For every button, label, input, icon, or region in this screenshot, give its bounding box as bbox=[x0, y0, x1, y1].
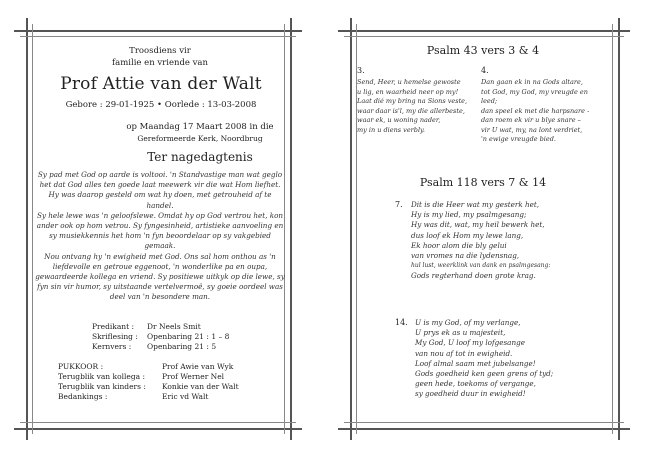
verse-line: vir U wat, my, na lont verdriet, bbox=[481, 125, 583, 134]
verse-number: 7. bbox=[395, 200, 403, 209]
program-row bbox=[92, 322, 292, 332]
credit-row bbox=[58, 382, 288, 392]
verse-line: Gods regterhand doen grote krag. bbox=[411, 271, 536, 281]
verse-line: Dan gaan ek in na Gods altare, bbox=[481, 78, 583, 86]
verse-line: dus loof ek Hom my lewe lang, bbox=[411, 230, 524, 240]
memorial-line: Sy pad met God op aarde is voltooi. 'n Standvastige man wat geglo bbox=[37, 170, 283, 179]
verse-line: U prys ek as u majesteit, bbox=[415, 328, 506, 338]
verse-line: leed; bbox=[481, 97, 498, 105]
memorial-line: gewaardeerde kollega en vriend. Sy positiewe uitkyk op die lewe, sy bbox=[35, 272, 285, 282]
program-label: Predikant : bbox=[92, 322, 135, 331]
verse-number: 4. bbox=[481, 66, 489, 75]
service-line-1: op Maandag 17 Maart 2008 in die bbox=[126, 122, 274, 132]
separator-dot: • bbox=[157, 100, 165, 110]
verse-line: geen hede, toekoms of vergange, bbox=[415, 379, 536, 389]
credit-row bbox=[58, 372, 288, 382]
psalm-43-title: Psalm 43 vers 3 & 4 bbox=[426, 44, 540, 57]
memorial-line: deel van 'n besondere man. bbox=[109, 292, 211, 302]
verse-line: Laat dié my bring na Sions veste, bbox=[357, 97, 468, 105]
verse-line: Loof almal saam met jubelsange! bbox=[415, 358, 536, 368]
memorial-line: het dat God alles ten goede laat meewerk vir die wat Hom liefhet. bbox=[39, 180, 281, 190]
verse-line: Dit is die Heer wat my gesterk het, bbox=[411, 200, 540, 209]
program-row bbox=[92, 332, 292, 342]
verse-line: van nou af tot in ewigheid. bbox=[415, 348, 513, 358]
verse-line: Gods goedheid ken geen grens of tyd; bbox=[415, 369, 554, 379]
verse-line: van vromes na die lydensnag, bbox=[411, 251, 520, 261]
verse-line: hul lust, weerklink van dank en psalmgesang: bbox=[411, 262, 551, 270]
verse-number: 14. bbox=[395, 318, 408, 327]
service-line-2: Gereformeerde Kerk, Noordbrug bbox=[137, 134, 263, 143]
memorial-line: liefdevolle en getroue eggenoot, 'n wonderlike pa en oupa, bbox=[52, 261, 268, 271]
verse-number: 3. bbox=[357, 66, 365, 75]
right-page bbox=[323, 0, 646, 450]
verse-line: Hy was dit, wat, my heil bewerk het, bbox=[411, 220, 545, 230]
psalm-118-title: Psalm 118 vers 7 & 14 bbox=[419, 176, 547, 189]
credit-row bbox=[58, 362, 288, 372]
memorial-line: Sy hele lewe was 'n geloofslewe. Omdat hy op God vertrou het, kon bbox=[36, 210, 284, 220]
memorial-line: Hy was daarop gesteld om wat hy doen, met getrouheid af te handel. bbox=[48, 190, 272, 210]
psalm-43-verse-4 bbox=[481, 78, 611, 145]
program-label: Kernvers : bbox=[92, 342, 132, 351]
program-label: Skriflesing : bbox=[92, 332, 138, 341]
died-date: Oorlede : 13-03-2008 bbox=[164, 100, 257, 110]
credits-list bbox=[58, 362, 288, 402]
credit-value: Konkie van der Walt bbox=[162, 382, 239, 391]
program-list bbox=[92, 322, 292, 352]
credit-label: Terugblik van kollega : bbox=[58, 372, 146, 381]
psalm-43-verse-3 bbox=[357, 78, 487, 135]
credit-value: Prof Awie van Wyk bbox=[162, 362, 234, 371]
verse-line: 'n ewige vreugde bied. bbox=[481, 135, 556, 143]
memorial-line: Nou ontvang hy 'n ewigheid met God. Ons sal hom onthou as 'n bbox=[44, 251, 276, 261]
credit-label: PUKKOOR : bbox=[58, 362, 104, 371]
verse-line: sy goedheid duur in ewigheid! bbox=[415, 389, 526, 399]
verse-line: U is my God, of my verlange, bbox=[415, 318, 521, 327]
memorial-text bbox=[34, 170, 286, 303]
verse-line: u lig, en waarheid neer op my! bbox=[357, 87, 459, 96]
verse-line: Hy is my lied, my psalmgesang; bbox=[411, 210, 527, 220]
credit-value: Prof Werner Nel bbox=[162, 372, 225, 381]
verse-line: waar daar is'l, my die allerbeste, bbox=[357, 106, 465, 115]
credit-label: Bedankings : bbox=[58, 392, 108, 401]
heading-line-2: familie en vriende van bbox=[112, 58, 208, 68]
program-value: Dr Neels Smit bbox=[147, 322, 201, 331]
program-value: Openbaring 21 : 5 bbox=[147, 342, 217, 351]
psalm-118-verse-7 bbox=[411, 200, 611, 282]
verse-line: My God, U loof my lofgesange bbox=[415, 338, 525, 348]
memorial-heading: Ter nagedagtenis bbox=[147, 150, 253, 164]
verse-line: waar ek, u woning nader, bbox=[357, 116, 441, 124]
life-dates bbox=[36, 100, 286, 110]
memorial-line: ander ook op hom vetrou. Sy fyngesinheid, artistieke aanvoeling en bbox=[36, 221, 284, 231]
program-value: Openbaring 21 : 1 – 8 bbox=[147, 332, 230, 341]
verse-line: dan speel ek met die harpsnare - bbox=[481, 106, 590, 115]
verse-line: tot God, my God, my vreugde en bbox=[481, 87, 588, 96]
heading-line-1: Troosdiens vir bbox=[129, 46, 191, 56]
memorial-line: sy musiekkennis het hom 'n fyn beoordelaar op sy vakgebied gemaak. bbox=[49, 231, 271, 251]
born-date: Gebore : 29-01-1925 bbox=[65, 100, 155, 110]
credit-label: Terugblik van kinders : bbox=[58, 382, 146, 391]
verse-line: Ek hoor alom die bly gelui bbox=[411, 240, 507, 250]
verse-line: Send, Heer, u hemelse gewoste bbox=[357, 78, 461, 86]
deceased-name: Prof Attie van der Walt bbox=[60, 74, 262, 94]
verse-line: my in u diens verbly. bbox=[357, 125, 425, 134]
program-row bbox=[92, 342, 292, 352]
memorial-line: fyn sin vir humor, sy uitstaande vertelvermoë, sy goeie oordeel was bbox=[37, 282, 283, 292]
credit-value: Eric vd Walt bbox=[162, 392, 209, 401]
credit-row bbox=[58, 392, 288, 402]
psalm-118-verse-14 bbox=[415, 318, 611, 400]
verse-line: dan roem ek vir u blye snare – bbox=[481, 116, 581, 124]
